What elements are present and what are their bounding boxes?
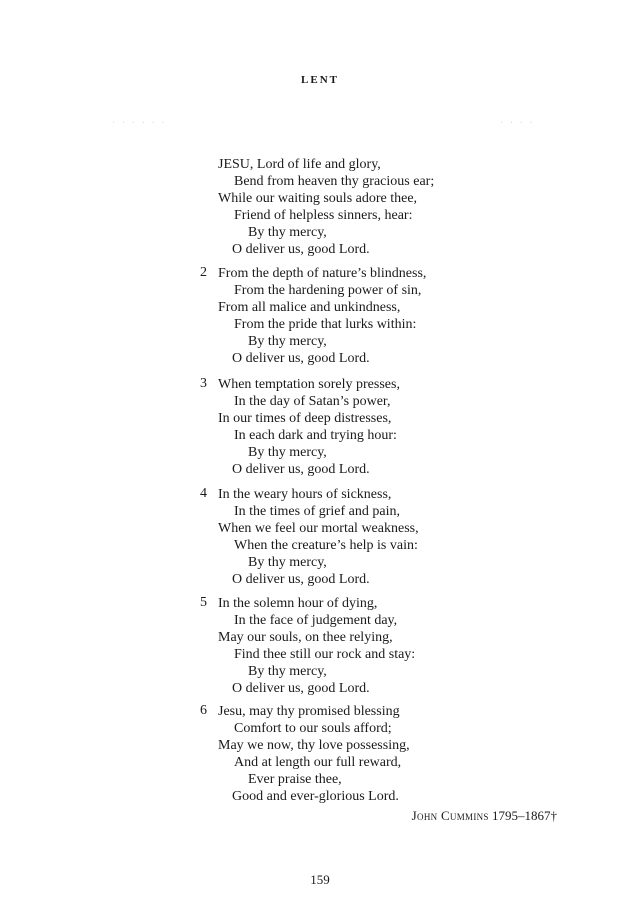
verse-line: In the solemn hour of dying, xyxy=(218,596,378,611)
verse-line: Bend from heaven thy gracious ear; xyxy=(234,174,435,190)
verse-line: In the times of grief and pain, xyxy=(234,504,401,520)
verse-refrain: O deliver us, good Lord. xyxy=(232,351,370,367)
verse-line: When temptation sorely presses, xyxy=(218,377,400,392)
dagger-mark: † xyxy=(550,808,557,823)
verse-line: When we feel our mortal weakness, xyxy=(218,521,419,537)
verse-5 xyxy=(218,595,598,698)
verse-refrain: O deliver us, good Lord. xyxy=(232,242,370,258)
verse-line: Friend of helpless sinners, hear: xyxy=(234,208,413,224)
verse-line: May our souls, on thee relying, xyxy=(218,630,393,646)
verse-line: In the face of judgement day, xyxy=(234,613,398,629)
verse-refrain: By thy mercy, xyxy=(248,664,327,680)
verse-line: From the pride that lurks within: xyxy=(234,317,417,333)
verse-refrain: By thy mercy, xyxy=(248,225,327,241)
bleed-through-mark: · · · · · · xyxy=(112,118,167,129)
bleed-through-mark: · · · · xyxy=(500,118,535,129)
verse-number: 4 xyxy=(200,486,207,501)
verse-line: May we now, thy love possessing, xyxy=(218,738,410,754)
verse-1 xyxy=(218,156,598,259)
verse-refrain: By thy mercy, xyxy=(248,555,327,571)
verse-line: From the hardening power of sin, xyxy=(234,283,422,299)
verse-line: And at length our full reward, xyxy=(234,755,402,771)
verse-line: Comfort to our souls afford; xyxy=(234,721,392,737)
page-number: 159 xyxy=(310,872,330,887)
verse-line: Jesu, may thy promised blessing xyxy=(218,704,400,719)
verse-line: Find thee still our rock and stay: xyxy=(234,647,416,663)
verse-refrain: O deliver us, good Lord. xyxy=(232,681,370,697)
author-attribution xyxy=(412,808,557,824)
verse-refrain: Good and ever-glorious Lord. xyxy=(232,789,399,805)
verse-line: JESU, Lord of life and glory, xyxy=(218,157,381,172)
verse-number: 2 xyxy=(200,265,207,280)
verse-line: In each dark and trying hour: xyxy=(234,428,397,444)
verse-line: In the day of Satan’s power, xyxy=(234,394,391,410)
verse-refrain: O deliver us, good Lord. xyxy=(232,462,370,478)
verse-line: While our waiting souls adore thee, xyxy=(218,191,418,207)
verse-2 xyxy=(218,265,598,368)
verse-refrain: By thy mercy, xyxy=(248,445,327,461)
verse-4 xyxy=(218,486,598,589)
author-name: John Cummins xyxy=(411,808,489,823)
verse-3 xyxy=(218,376,598,479)
verse-number: 6 xyxy=(200,703,207,718)
author-dates: 1795–1867 xyxy=(492,808,551,823)
verse-6 xyxy=(218,703,598,806)
verse-number: 3 xyxy=(200,376,207,391)
verse-line: From all malice and unkindness, xyxy=(218,300,401,316)
verse-line: In our times of deep distresses, xyxy=(218,411,392,427)
verse-line: In the weary hours of sickness, xyxy=(218,487,392,502)
verse-refrain: O deliver us, good Lord. xyxy=(232,572,370,588)
verse-number: 5 xyxy=(200,595,207,610)
verse-refrain: By thy mercy, xyxy=(248,334,327,350)
section-header: LENT xyxy=(301,74,339,86)
verse-line: From the depth of nature’s blindness, xyxy=(218,266,427,281)
verse-line: When the creature’s help is vain: xyxy=(234,538,418,554)
verse-refrain: Ever praise thee, xyxy=(248,772,342,788)
